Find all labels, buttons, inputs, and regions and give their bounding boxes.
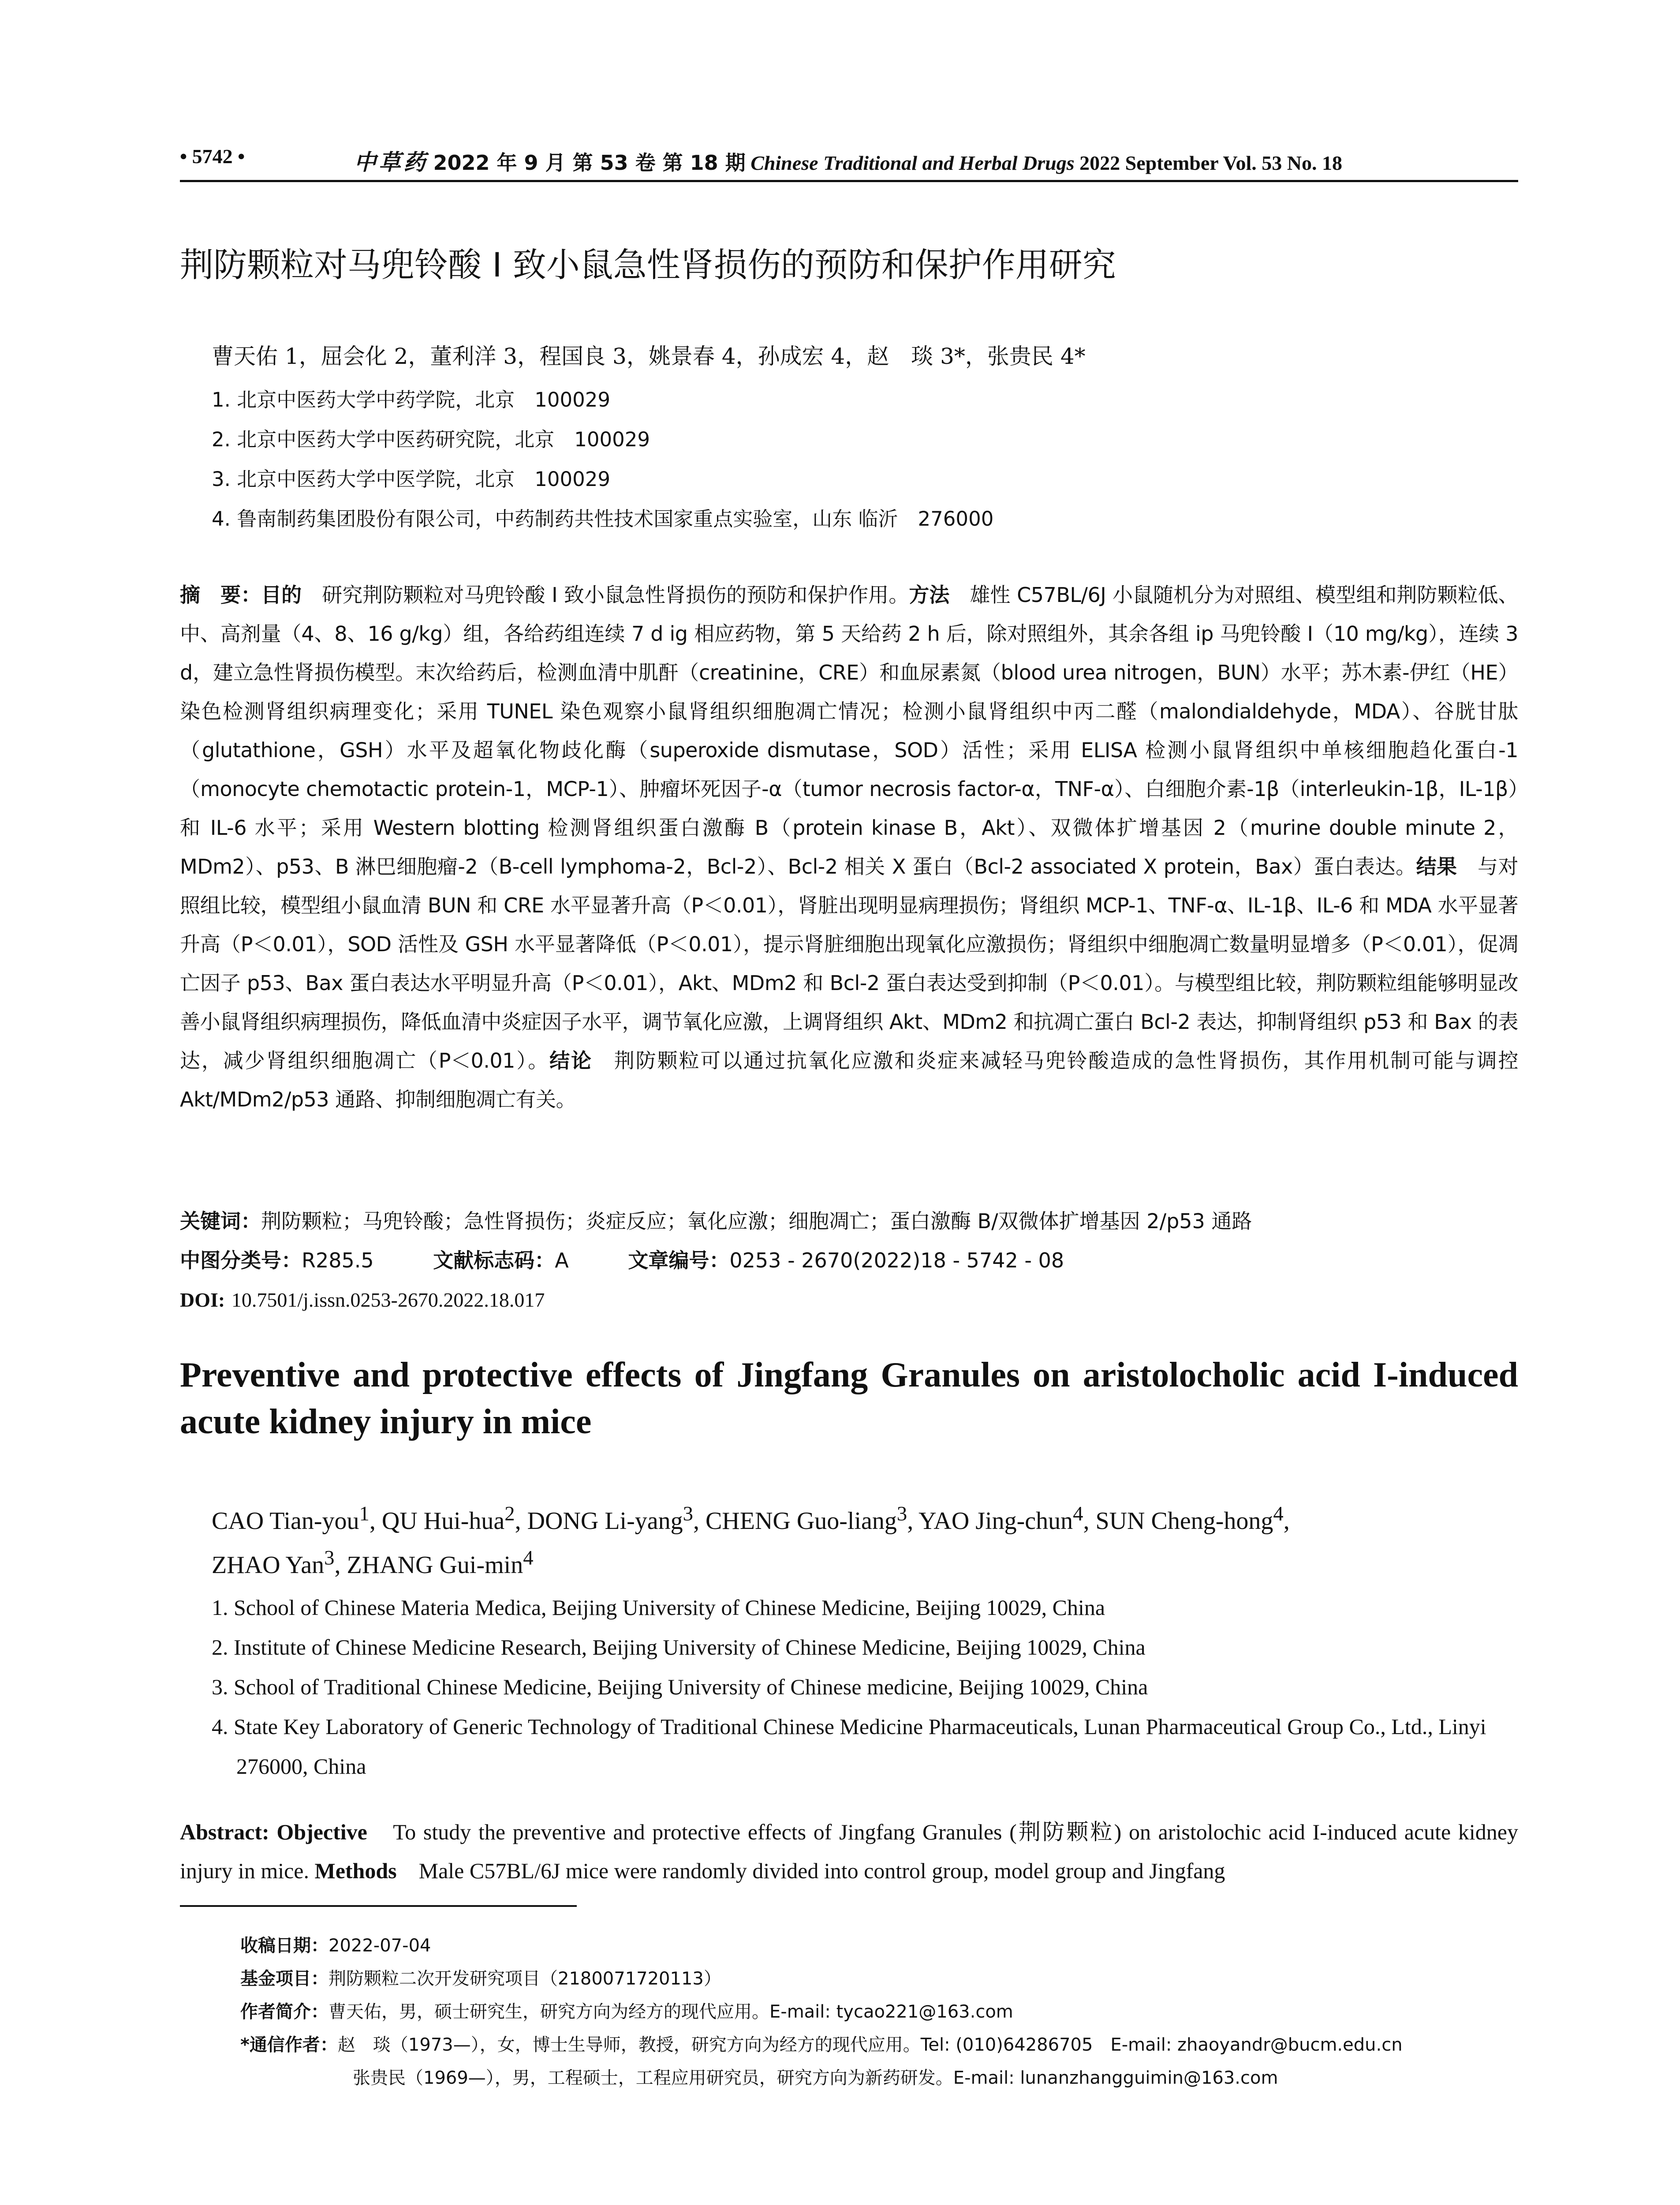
affiliation-cn: 1. 北京中医药大学中药学院，北京 100029 [212, 388, 611, 411]
author-en: SUN Cheng-hong$^4$, [1095, 1502, 1290, 1535]
author-list-en [212, 1495, 1518, 1584]
clc-label: 中图分类号： [180, 1248, 302, 1272]
journal-info [354, 145, 1342, 176]
author-bio: 作者简介：曹天佑，男，硕士研究生，研究方向为经方的现代应用。E-mail: tycao221@163.com [240, 2002, 1013, 2022]
author-list-cn: 曹天佑 1，屈会化 2，董利洋 3，程国良 3，姚景春 4，孙成宏 4，赵 琰 3*，张贵民 4* [212, 344, 1086, 369]
conclusion-label-cn: 结论 [549, 1049, 593, 1073]
methods-label-en: Methods [314, 1858, 397, 1883]
keywords-label: 关键词： [180, 1209, 261, 1233]
journal-issue-cn: 2022 年 9 月 第 53 卷 第 18 期 [433, 151, 746, 175]
affiliation-en: 2. Institute of Chinese Medicine Research, Beijing University of Chinese Medicine, Beijing 10029, China [212, 1635, 1146, 1659]
doc-code-label: 文献标志码： [433, 1248, 555, 1272]
article-no-label: 文章编号： [628, 1248, 730, 1272]
methods-text-cn: 雄性 C57BL/6J 小鼠随机分为对照组、模型组和荆防颗粒低、中、高剂量（4、8、16 g/kg）组，各给药组连续 7 d ig 相应药物，第 5 天给药 2 h 后，除对照组外，其余各组 ip 马兜铃酸 I（10 mg/kg），连续 3 d，建立急性肾损伤模型。末次给药后，检测血清中肌酐（creatinine，CRE）和血尿素氮（blood urea nitrogen，BUN）水平；苏木素-伊红（HE）染色检测肾组织病理变化；采用 TUNEL 染色观察小鼠肾组织细胞凋亡情况；检测小鼠肾组织中丙二醛（malondialdehyde，MDA）、谷胱甘肽（glutathione，GSH）水平及超氧化物歧化酶（superoxide dismutase，SOD）活性；采用 ELISA 检测小鼠肾组织中单核细胞趋化蛋白-1（monocyte chemotactic protein-1，MCP-1）、肿瘤坏死因子-α（tumor necrosis factor-α，TNF-α）、白细胞介素-1β（interleukin-1β，IL-1β）和 IL-6 水平；采用 Western blotting 检测肾组织蛋白激酶 B（protein kinase B，Akt）、双微体扩增基因 2（murine double minute 2，MDm2）、p53、B 淋巴细胞瘤-2（B-cell lymphoma-2，Bcl-2）、Bcl-2 相关 X 蛋白（Bcl-2 associated X protein，Bax）蛋白表达。 [180, 583, 1519, 878]
results-label-cn: 结果 [1416, 855, 1457, 878]
journal-name-en: Chinese Traditional and Herbal Drugs [750, 152, 1075, 174]
doc-code-value: A [555, 1248, 569, 1272]
affiliation-cn: 2. 北京中医药大学中医药研究院，北京 100029 [212, 428, 650, 451]
footnote-divider [180, 1905, 577, 1907]
affiliation-en: 3. School of Traditional Chinese Medicine, Beijing University of Chinese medicine, Beijing 10029, China [212, 1674, 1148, 1699]
author-line-en [212, 1495, 1518, 1540]
doi-label: DOI: [180, 1289, 225, 1311]
clc-value: R285.5 [302, 1248, 374, 1272]
running-header [180, 142, 1518, 182]
abstract-en [180, 1813, 1518, 1890]
article-title-cn: 荆防颗粒对马兜铃酸 I 致小鼠急性肾损伤的预防和保护作用研究 [180, 245, 1116, 284]
author-en: QU Hui-hua$^2$, [381, 1502, 527, 1535]
corresponding-author-2: 张贵民（1969—），男，工程硕士，工程应用研究员，研究方向为新药研发。E-mail: lunanzhangguimin@163.com [353, 2068, 1278, 2088]
abstract-label-en: Abstract: Objective [180, 1820, 367, 1844]
article-metadata [180, 1202, 1518, 1319]
author-en: ZHAO Yan$^3$, [212, 1546, 347, 1579]
author-line-en [212, 1540, 1518, 1584]
author-en: CAO Tian-you$^1$, [212, 1502, 382, 1535]
author-en: YAO Jing-chun$^4$, [918, 1502, 1096, 1535]
results-text-cn: 与对照组比较，模型组小鼠血清 BUN 和 CRE 水平显著升高（P＜0.01），肾脏出现明显病理损伤；肾组织 MCP-1、TNF-α、IL-1β、IL-6 和 MDA 水平显著升高（P＜0.01），SOD 活性及 GSH 水平显著降低（P＜0.01），提示肾脏细胞出现氧化应激损伤；肾组织中细胞凋亡数量明显增多（P＜0.01），促凋亡因子 p53、Bax 蛋白表达水平明显升高（P＜0.01），Akt、MDm2 和 Bcl-2 蛋白表达受到抑制（P＜0.01）。与模型组比较，荆防颗粒组能够明显改善小鼠肾组织病理损伤，降低血清中炎症因子水平，调节氧化应激，上调肾组织 Akt、MDm2 和抗凋亡蛋白 Bcl-2 表达，抑制肾组织 p53 和 Bax 的表达，减少肾组织细胞凋亡（P＜0.01）。 [180, 855, 1519, 1073]
doi-line [180, 1280, 1518, 1319]
keywords-text: 荆防颗粒；马兜铃酸；急性肾损伤；炎症反应；氧化应激；细胞凋亡；蛋白激酶 B/双微体扩增基因 2/p53 通路 [261, 1209, 1252, 1233]
article-title-en: Preventive and protective effects of Jingfang Granules on aristolocholic acid I-induced acute kidney injury in mice [180, 1356, 1518, 1441]
abstract-cn [180, 576, 1518, 1119]
objective-text-en: To study the preventive and protective effects of Jingfang Granules (荆防颗粒) on aristolochic acid I-induced acute kidney injury in mice. [180, 1820, 1518, 1883]
page-number: • 5742 • [180, 145, 245, 168]
received-date: 收稿日期：2022-07-04 [240, 1936, 431, 1956]
corresponding-author: *通信作者：赵 琰（1973—），女，博士生导师，教授，研究方向为经方的现代应用。Tel: (010)64286705 E-mail: zhaoyandr@bucm.edu.cn [240, 2035, 1403, 2055]
conclusion-text-cn: 荆防颗粒可以通过抗氧化应激和炎症来减轻马兜铃酸造成的急性肾损伤，其作用机制可能与调控 Akt/MDm2/p53 通路、抑制细胞凋亡有关。 [180, 1049, 1518, 1111]
affiliation-cn: 4. 鲁南制药集团股份有限公司，中药制药共性技术国家重点实验室，山东 临沂 276000 [212, 507, 994, 531]
footnotes [240, 1929, 1403, 2095]
author-en: CHENG Guo-liang$^3$, [705, 1502, 919, 1535]
author-en: ZHANG Gui-$\min^4$ [347, 1546, 534, 1579]
journal-issue-en: 2022 September Vol. 53 No. 18 [1079, 152, 1343, 174]
methods-label-cn: 方法 [909, 583, 950, 607]
affiliation-cn: 3. 北京中医药大学中医学院，北京 100029 [212, 467, 611, 491]
abstract-label-cn: 摘 要： [180, 583, 261, 607]
affiliation-list-cn [212, 384, 993, 542]
affiliation-en: 1. School of Chinese Materia Medica, Beijing University of Chinese Medicine, Beijing 10029, China [212, 1595, 1105, 1620]
affiliation-en: 4. State Key Laboratory of Generic Technology of Traditional Chinese Medicine Pharmaceuticals, Lunan Pharmaceutical Group Co., Ltd., Linyi 276000, China [212, 1714, 1486, 1779]
objective-text-cn: 研究荆防颗粒对马兜铃酸 I 致小鼠急性肾损伤的预防和保护作用。 [302, 583, 909, 607]
funding: 基金项目：荆防颗粒二次开发研究项目（2180071720113） [240, 1969, 721, 1989]
doi-link[interactable]: 10.7501/j.issn.0253-2670.2022.18.017 [231, 1289, 545, 1311]
classification-line [180, 1241, 1518, 1280]
author-en: DONG Li-yang$^3$, [527, 1502, 706, 1535]
article-no-value: 0253 - 2670(2022)18 - 5742 - 08 [729, 1248, 1064, 1272]
methods-text-en: Male C57BL/6J mice were randomly divided into control group, model group and Jingfang [396, 1858, 1225, 1883]
journal-logo: 中草药 [354, 149, 428, 175]
keywords-line [180, 1202, 1518, 1241]
objective-label-cn: 目的 [261, 583, 302, 607]
affiliation-list-en [212, 1588, 1518, 1786]
